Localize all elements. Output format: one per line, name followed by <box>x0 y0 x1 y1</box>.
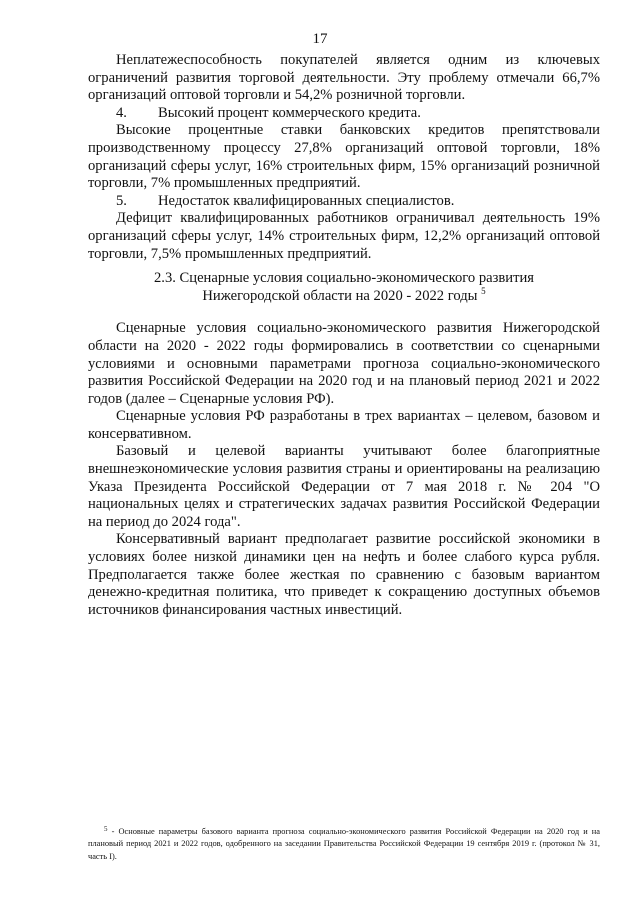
paragraph: Высокие процентные ставки банковских кредитов препятствовали производственному процессу 27,8% организаций оптовой торговли, 18% организаций сферы услуг, 16% строительных фирм, 15% организаций розничной торговли, 7% промышленных предприятий. <box>88 122 600 192</box>
numbered-item-heading <box>88 193 600 211</box>
section-heading-line-2 <box>88 285 600 306</box>
item-title: Недостаток квалифицированных специалистов. <box>158 192 455 209</box>
section-heading <box>88 270 600 305</box>
page-number: 17 <box>312 31 328 47</box>
item-number: 5. <box>116 192 127 209</box>
item-number: 4. <box>116 104 127 121</box>
item-title: Высокий процент коммерческого кредита. <box>158 104 421 121</box>
section-heading-text: Нижегородской области на 2020 - 2022 годы <box>202 287 478 304</box>
section-heading-line: 2.3. Сценарные условия социально-экономического развития <box>154 270 534 287</box>
paragraph: Сценарные условия социально-экономического развития Нижегородской области на 2020 - 2022 годы формировались в соответствии со сценарными условиями и основными параметрами прогноза социально-экономического развития Российской Федерации на 2020 год и на плановый период 2021 и 2022 годов (далее – Сценарные условия РФ). <box>88 320 600 407</box>
document-body <box>88 52 600 619</box>
footnote-mark: 5 <box>104 825 108 833</box>
paragraph: Консервативный вариант предполагает развитие российской экономики в условиях более низкой динамики цен на нефть и более слабого курса рубля. Предполагается также более жесткая по сравнению с базовым вариантом денежно-кредитная политика, что приведет к сокращению доступных объемов источников финансирования частных инвестиций. <box>88 531 600 618</box>
paragraph: Базовый и целевой варианты учитывают более благоприятные внешнеэкономические условия развития страны и ориентированы на реализацию Указа Президента Российской Федерации от 7 мая 2018 г. № 204 "О национальных целях и стратегических задачах развития Российской Федерации на период до 2024 года". <box>88 443 600 530</box>
numbered-item-heading <box>88 105 600 123</box>
paragraph: Сценарные условия РФ разработаны в трех вариантах – целевом, базовом и консервативном. <box>88 408 600 442</box>
footnote <box>88 826 600 863</box>
footnote-reference: 5 <box>481 285 486 296</box>
paragraph: Дефицит квалифицированных работников ограничивал деятельность 19% организаций сферы услуг, 14% строительных фирм, 12,2% организаций оптовой торговли, 7,5% промышленных предприятий. <box>88 210 600 262</box>
paragraph: Неплатежеспособность покупателей является одним из ключевых ограничений развития торговой деятельности. Эту проблему отмечали 66,7% организаций оптовой торговли и 54,2% розничной торговли. <box>88 52 600 104</box>
footnote-text: - Основные параметры базового варианта прогноза социально-экономического развития Российской Федерации на 2020 год и на плановый период 2021 и 2022 годов, одобренного на заседании Правительства Российской Федерации 19 сентября 2019 г. (протокол № 31, часть I). <box>88 827 600 861</box>
